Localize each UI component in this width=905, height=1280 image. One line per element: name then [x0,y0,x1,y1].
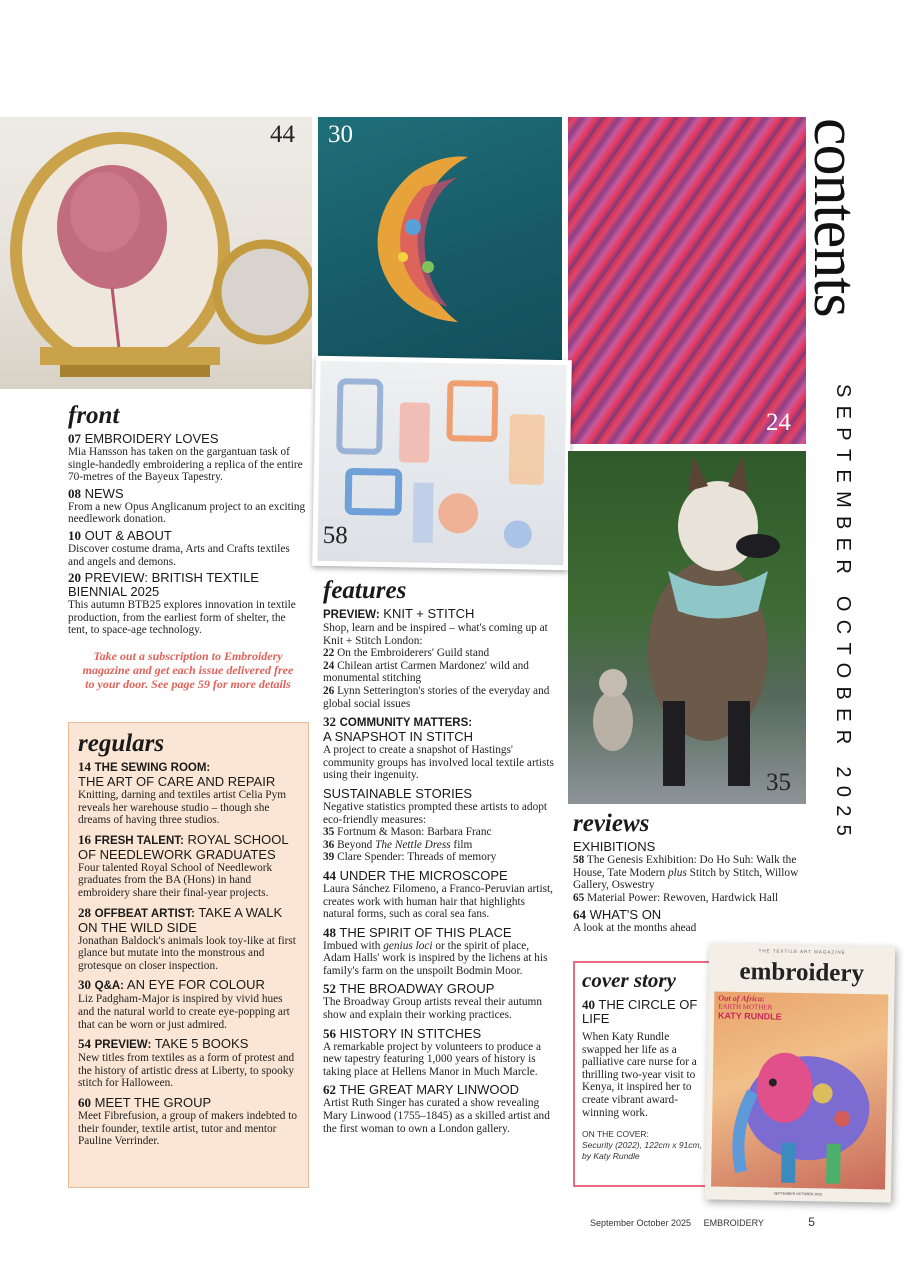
entry-kicker: PREVIEW: [323,609,380,621]
features-heading: features [323,577,407,604]
photo-translucent-objects [312,356,572,570]
features-entry-history[interactable] [323,1027,555,1079]
entry-title: THE SPIRIT OF THIS PLACE [339,924,512,940]
entry-title: MEET THE GROUP [94,1094,212,1110]
cover-headline-2: EARTH MOTHER [718,1002,773,1012]
photo-page-number: 24 [766,409,791,436]
sub-item-text: Stitch by Stitch, Willow Gallery, Oswestry [573,866,799,892]
entry-number: 39 [323,851,335,864]
entry-title: THE CIRCLE OF LIFE [582,997,698,1026]
entry-description [323,940,555,978]
features-entry-linwood[interactable] [323,1083,555,1135]
entry-number: 30 [78,977,91,993]
cover-masthead: embroidery [739,957,865,988]
entry-number: 54 [78,1036,91,1052]
entry-description: When Katy Rundle swapped her life as a palliative care nurse for a thrilling two-year visit to Kenya, it inspired her to create vibrant award-winning work. [582,1031,697,1119]
entry-kicker: Q&A: [94,980,125,993]
regulars-entry[interactable] [78,906,299,973]
footer-magazine: EMBROIDERY [703,1218,764,1228]
features-entry-community[interactable] [323,715,555,782]
front-entry[interactable] [68,571,308,637]
entry-description: Shop, learn and be inspired – what's coming up at Knit + Stitch London: [323,622,548,647]
features-entry-broadway[interactable] [323,982,555,1021]
entry-description: Negative statistics prompted these artists to adopt eco-friendly measures: [323,800,548,826]
entry-title: ROYAL SCHOOL OF NEEDLEWORK GRADUATES [78,831,289,862]
photo-moon-brooch [318,117,562,360]
photo-page-number: 44 [270,121,295,148]
description-text: Imbued with [323,939,384,952]
entry-title: PREVIEW: BRITISH TEXTILE BIENNIAL 2025 [68,570,259,600]
entry-number: 14 [78,759,91,774]
sub-item [573,892,805,905]
regulars-entry[interactable] [78,833,299,900]
cover-tagline: THE TEXTILE ART MAGAZINE [758,948,846,955]
entry-description: A remarkable project by volunteers to produce a new tapestry featuring 1,000 years of history is taking place at Hellens Manor in Much Marcle. [323,1040,542,1078]
entry-number: 58 [573,854,585,866]
entry-number: 40 [582,997,595,1012]
photo-fibres [568,117,806,444]
entry-title: TAKE 5 BOOKS [154,1036,249,1052]
entry-title: SUSTAINABLE STORIES [323,785,473,801]
entry-description: A project to create a snapshot of Hastings' community groups has involved local textile artists using their ingenuity. [323,744,554,782]
entry-kicker: COMMUNITY MATTERS: [339,717,473,730]
sub-item [323,826,555,839]
entry-number: 26 [323,684,335,697]
photo-embroidery-hoop [0,117,312,389]
entry-description: Laura Sánchez Filomeno, a Franco-Peruvian artist, creates work with human hair that highlights natural forms, such as coral sea fans. [323,882,553,921]
entry-number: 62 [323,1082,336,1098]
promo-line: magazine and get each issue delivered free [82,662,294,677]
features-entry-spirit[interactable] [323,926,555,978]
sub-item-italic: The Nettle Dress [375,838,451,851]
entry-number: 44 [323,867,336,883]
features-section [323,578,555,1135]
cover-footer-date: SEPTEMBER OCTOBER 2025 [773,1191,823,1197]
entry-description: Meet Fibrefusion, a group of makers indebted to their founder, textile artist, tutor and mentor Pauline Verrinder. [78,1109,297,1148]
cover-headline-1: Out of Africa: [718,993,765,1004]
cover-story-section[interactable] [573,961,715,1187]
entry-description: Jonathan Baldock's animals look toy-like at first glance but mutate into the monstrous and grotesque on closer inspection. [78,934,296,972]
page-footer [590,1215,820,1229]
photo-page-number: 58 [322,521,348,550]
promo-line: Take out a subscription to Embroidery [93,648,283,663]
entry-description: Four talented Royal School of Needlework graduates from the BA (Hons) in hand embroidery share their final-year projects. [78,861,273,899]
entry-number: 08 [68,485,81,501]
issue-date: SEPTEMBER OCTOBER 2025 [832,384,854,845]
entry-number: 24 [323,659,335,672]
sub-item [323,839,555,852]
sub-item [323,851,555,864]
entry-title: A SNAPSHOT IN STITCH [323,729,474,745]
translucent-objects-illustration [317,361,566,565]
features-entry-microscope[interactable] [323,869,555,921]
entry-title: UNDER THE MICROSCOPE [339,867,508,883]
regulars-section [68,722,309,1188]
entry-number: 22 [323,647,335,660]
description-text: or the spirit of place, Adam Halls' work is inspired by the lichens at his family's farm on the unspoilt Bodmin Moor. [323,939,548,977]
sub-item-text: Chilean artist Carmen Mardonez' wild and monumental stitching [323,659,529,685]
entry-number: 65 [573,891,585,904]
entry-title: THE GREAT MARY LINWOOD [339,1082,520,1098]
entry-number: 10 [68,527,81,543]
sub-item [323,660,555,685]
sub-item-text: Lynn Setterington's stories of the everyday and global social issues [323,684,550,710]
entry-description: Mia Hansson has taken on the gargantuan task of single-handedly embroidering a replica of the entire 70-metres of the Bayeux Tapestry. [68,446,303,484]
entry-description: Artist Ruth Singer has curated a show revealing Mary Linwood (1755–1845) as a skilled artist and the first woman to own a London gallery. [323,1097,550,1135]
sub-item-text: Clare Spender: Threads of memory [337,851,497,864]
sub-item-italic: plus [668,866,687,879]
entry-number: 60 [78,1094,91,1110]
sub-item-text: film [450,838,473,851]
entry-title: HISTORY IN STITCHES [339,1025,482,1041]
sub-item-text: The Genesis Exhibition: Do Ho Suh: Walk the House, Tate Modern [573,854,797,879]
entry-kicker: FRESH TALENT: [94,834,184,847]
photo-textile-animal [568,451,806,804]
cover-credit-text: Security (2022), 122cm x 91cm, by Katy Rundle [582,1140,702,1162]
regulars-entry[interactable] [78,1037,299,1090]
entry-number: 16 [78,831,91,847]
entry-number: 64 [573,907,586,923]
features-entry-preview[interactable] [323,607,555,710]
sub-item-text: Beyond [337,838,376,851]
entry-description: This autumn BTB25 explores innovation in textile production, from the earliest form of shelter, the tent, to space-age technology. [68,599,296,637]
sub-item [573,854,805,892]
regulars-entry[interactable] [78,1096,299,1148]
reviews-entry-exhibitions[interactable] [573,840,805,904]
entry-title: THE ART OF CARE AND REPAIR [78,774,276,789]
entry-description: The Broadway Group artists reveal their autumn show and explain their working practices. [323,996,542,1022]
entry-number: 36 [323,838,335,851]
entry-number: 20 [68,570,81,586]
cover-headline-3: KATY RUNDLE [717,1010,782,1022]
entry-description: New titles from textiles as a form of protest and the history of artistic dress at Liberty, to spooky stitch for Halloween. [78,1052,295,1090]
entry-number: 07 [68,431,81,446]
subscription-promo[interactable] [68,649,308,691]
sub-item-text: Material Power: Rewoven, Hardwick Hall [587,891,779,904]
front-entry[interactable] [68,487,308,526]
features-entry-sustainable[interactable] [323,787,555,864]
entry-kicker: PREVIEW: [94,1039,152,1052]
entry-description: Liz Padgham-Major is inspired by vivid hues and the natural world to create eye-popping art that can be worn or just admired. [78,993,290,1031]
entry-kicker: THE SEWING ROOM: [94,762,211,774]
entry-title: AN EYE FOR COLOUR [126,977,265,993]
entry-number: 28 [78,904,91,920]
entry-number: 52 [323,981,336,997]
front-entry[interactable] [68,529,308,568]
entry-title: TAKE A WALK ON THE WILD SIDE [78,904,283,935]
cover-credit [582,1129,706,1162]
entry-kicker: OFFBEAT ARTIST: [94,907,195,920]
photo-page-number: 35 [766,769,791,796]
photo-page-number: 30 [328,121,353,148]
entry-title: WHAT'S ON [589,907,662,923]
footer-date: September October 2025 [590,1218,692,1228]
entry-description: From a new Opus Anglicanum project to an exciting needlework donation. [68,500,306,526]
front-section [68,403,308,691]
cover-credit-label: ON THE COVER: [582,1129,649,1140]
entry-title: NEWS [84,485,124,501]
elephant-artwork [711,991,888,1189]
regulars-entry[interactable] [78,978,299,1031]
reviews-section [573,811,805,935]
entry-description: Discover costume drama, Arts and Crafts textiles and angels and demons. [68,542,290,568]
entry-number: 56 [323,1025,336,1041]
entry-title: OUT & ABOUT [84,527,172,543]
entry-description: Knitting, darning and textiles artist Celia Pym reveals her warehouse studio – though she dreams of having three studios. [78,789,287,827]
front-heading: front [68,402,120,429]
moon-brooch-illustration [318,117,562,360]
embroidery-hoop-illustration [0,117,312,389]
reviews-entry-whats-on[interactable] [573,908,805,935]
entry-number: 32 [323,714,336,730]
promo-line: to your door. See page 59 for more details [85,676,291,691]
regulars-heading: regulars [78,730,165,757]
cover-story-heading: cover story [582,968,676,992]
regulars-entry[interactable] [78,760,299,827]
entry-number: 35 [323,826,335,839]
sub-item-text: On the Embroiderers' Guild stand [337,647,490,660]
entry-number: 48 [323,924,336,940]
entry-title: EXHIBITIONS [573,839,656,854]
footer-page-number: 5 [808,1215,815,1229]
entry-title: KNIT + STITCH [383,606,475,621]
front-entry[interactable] [68,432,308,484]
page-title: contents [801,118,869,317]
entry-title: THE BROADWAY GROUP [339,981,495,997]
entry-title: EMBROIDERY LOVES [84,431,219,446]
description-italic: genius loci [383,939,433,952]
magazine-cover-image[interactable] [705,943,895,1202]
sub-item-text: Fortnum & Mason: Barbara Franc [337,826,492,839]
textile-animal-illustration [568,451,806,804]
sub-item [323,647,555,660]
reviews-heading: reviews [573,810,650,837]
entry-description: A look at the months ahead [573,922,697,935]
sub-item [323,685,555,710]
